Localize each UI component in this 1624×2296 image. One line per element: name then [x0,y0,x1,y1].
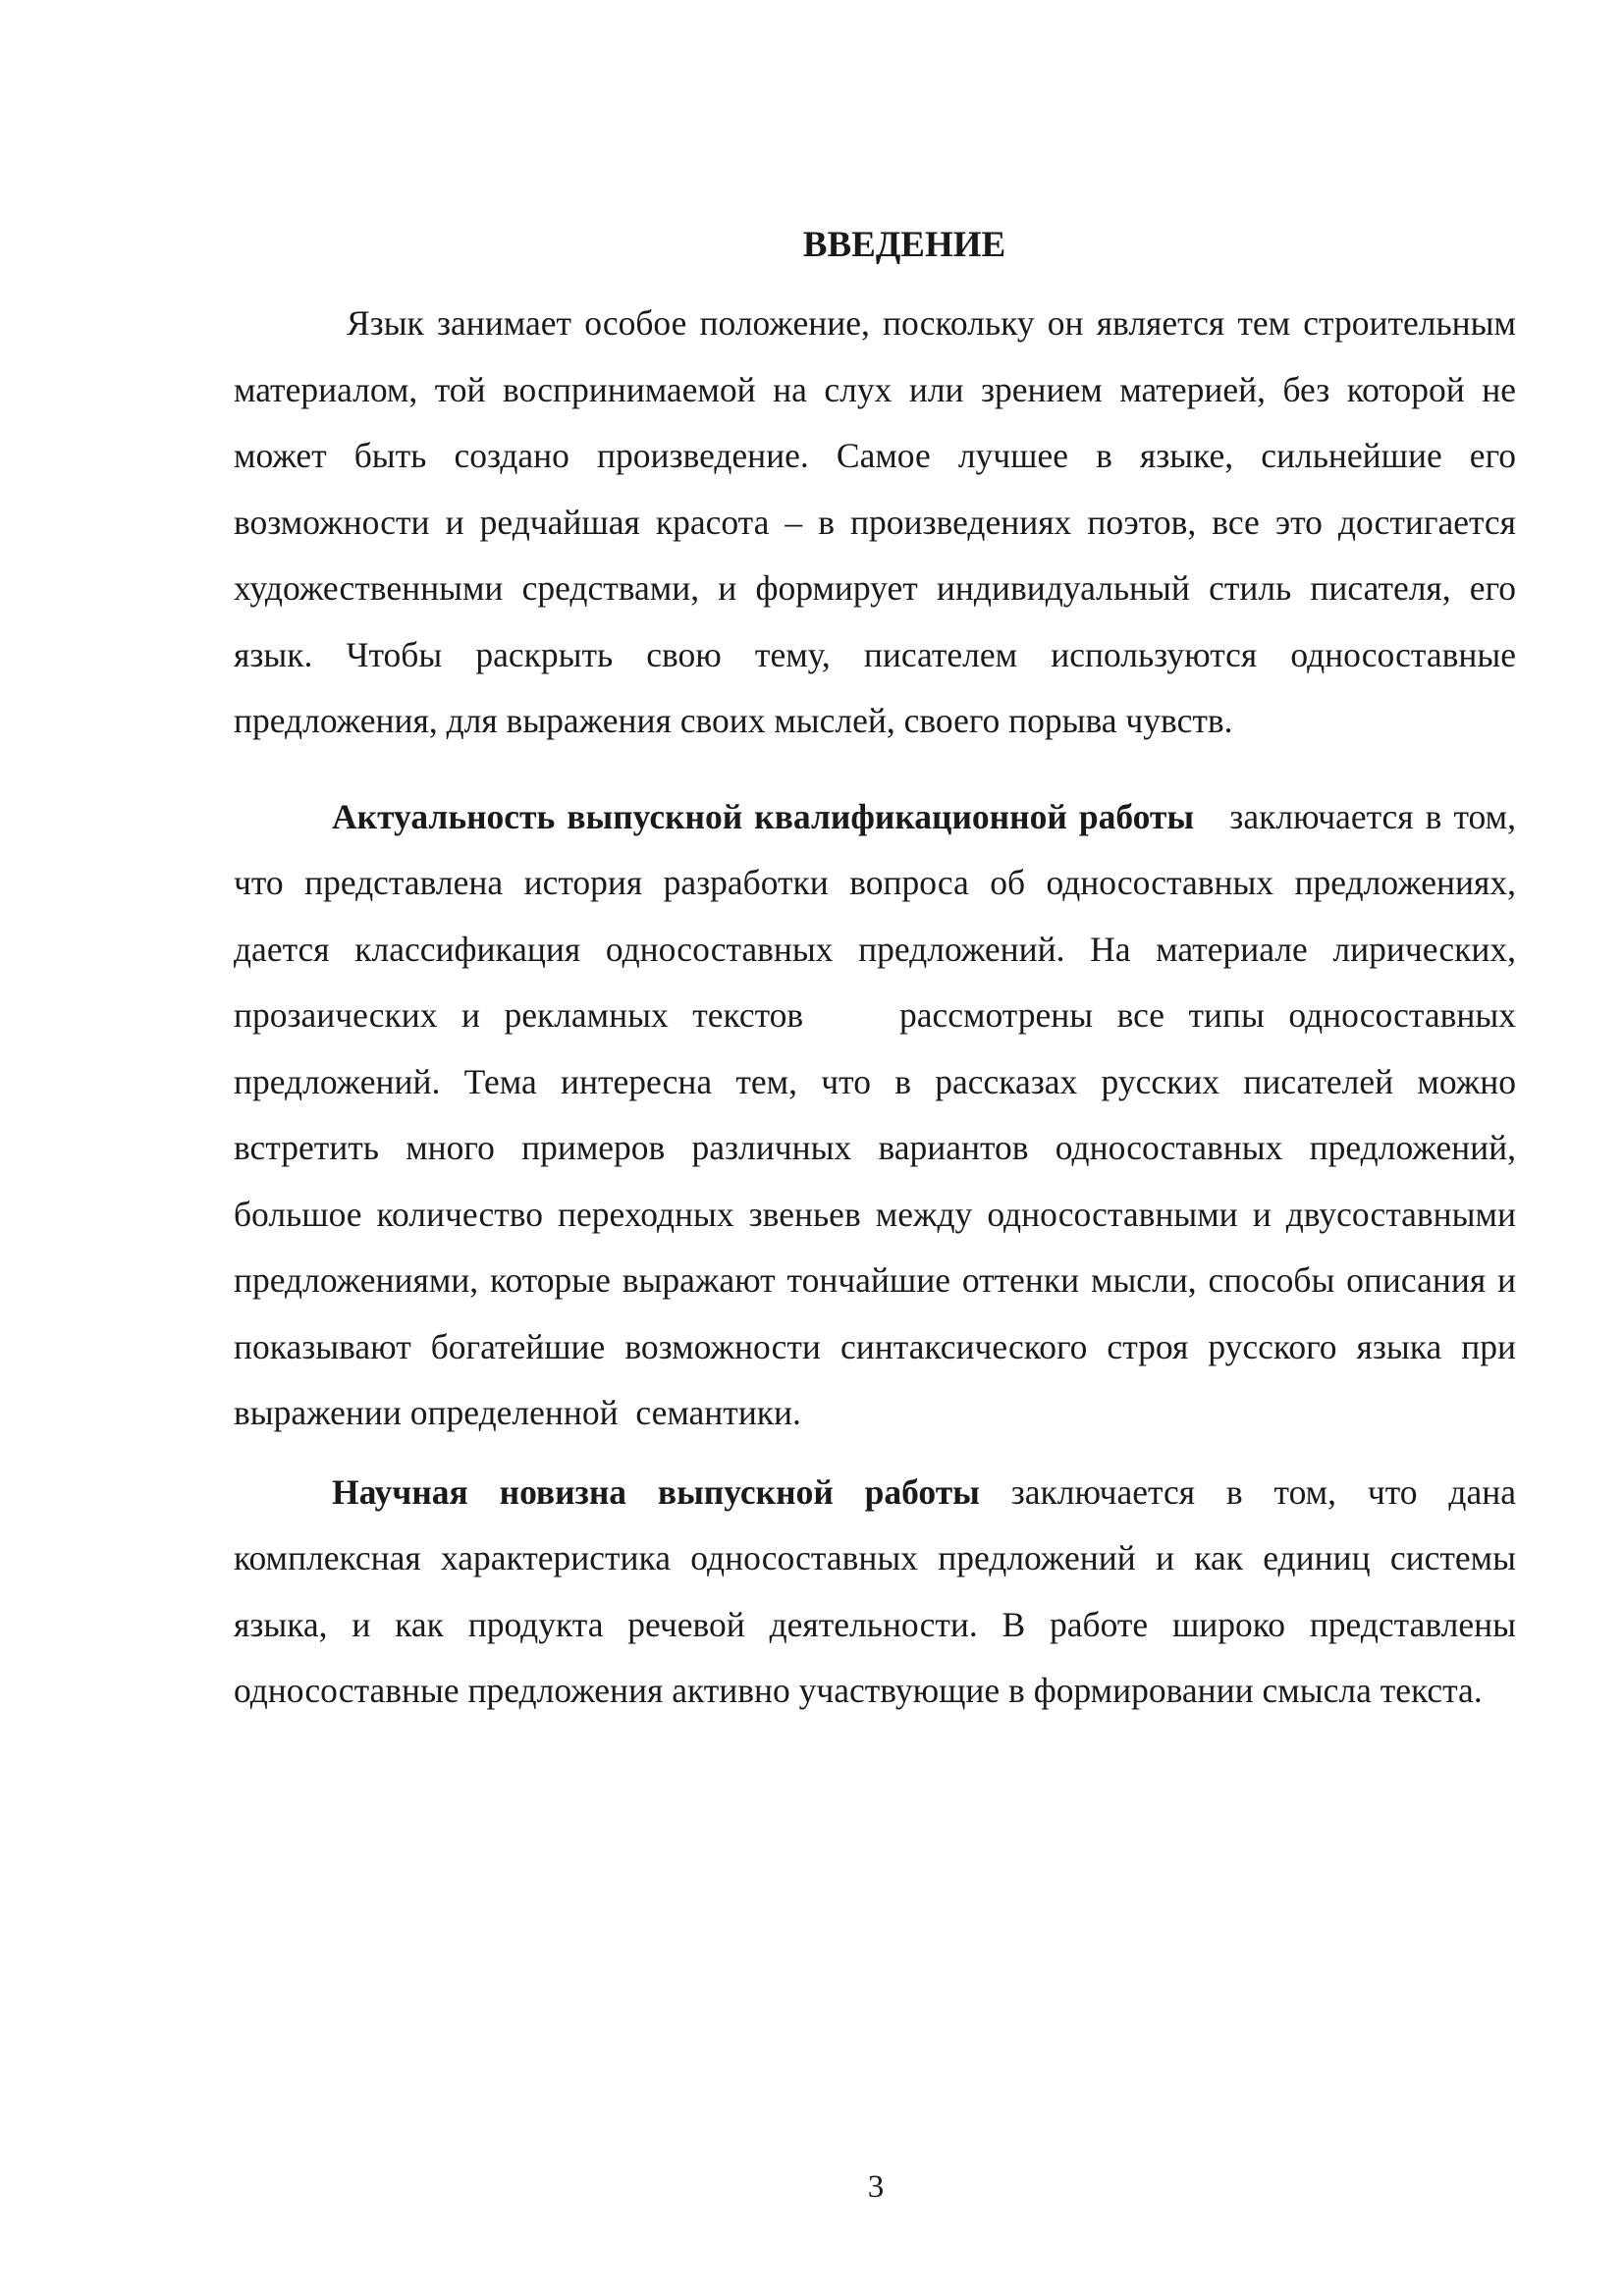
relevance-text: заключается в том, что представлена история разработки вопроса об односоставных предложениях, дается классификация односоставных предложений. На материале лирических, прозаических и рекламных текстов рассмотрены все типы односоставных предложений. Тема интересна тем, что в рассказах русских писателей можно встретить много примеров различных вариантов односоставных предложений, большое количество переходных звеньев между односоставными и двусоставными предложениями, которые выражают тончайшие оттенки мысли, способы описания и показывают богатейшие возможности синтаксического строя русского языка при выражении определенной семантики. [234,796,1525,1432]
novelty-lead: Научная новизна выпускной работы [332,1471,980,1512]
paragraph-intro: Язык занимает особое положение, поскольку он является тем строительным материалом, той воспринимаемой на слух или зрением материей, без которой не может быть создано произведение. Самое лучшее в языке, сильнейшие его возможности и редчайшая красота – в произведениях поэтов, все это достигается художественными средствами, и формирует индивидуальный стиль писателя, его язык. Чтобы раскрыть свою тему, писателем используются односоставные предложения, для выражения своих мыслей, своего порыва чувств. [234,303,1516,740]
relevance-lead: Актуальность выпускной квалификационной работы [332,796,1195,836]
page-content [234,224,1525,1725]
novelty-text: заключается в том, что дана комплексная характеристика односоставных предложений и как единиц системы языка, и как продукта речевой деятельности. В работе широко представлены односоставные предложения активно участвующие в формировании смысла текста. [234,1471,1516,1710]
paragraph-relevance [234,784,1525,1447]
page-number: 3 [867,2169,885,2205]
paragraph-novelty [234,1460,1516,1725]
section-heading: ВВЕДЕНИЕ [802,225,1006,265]
